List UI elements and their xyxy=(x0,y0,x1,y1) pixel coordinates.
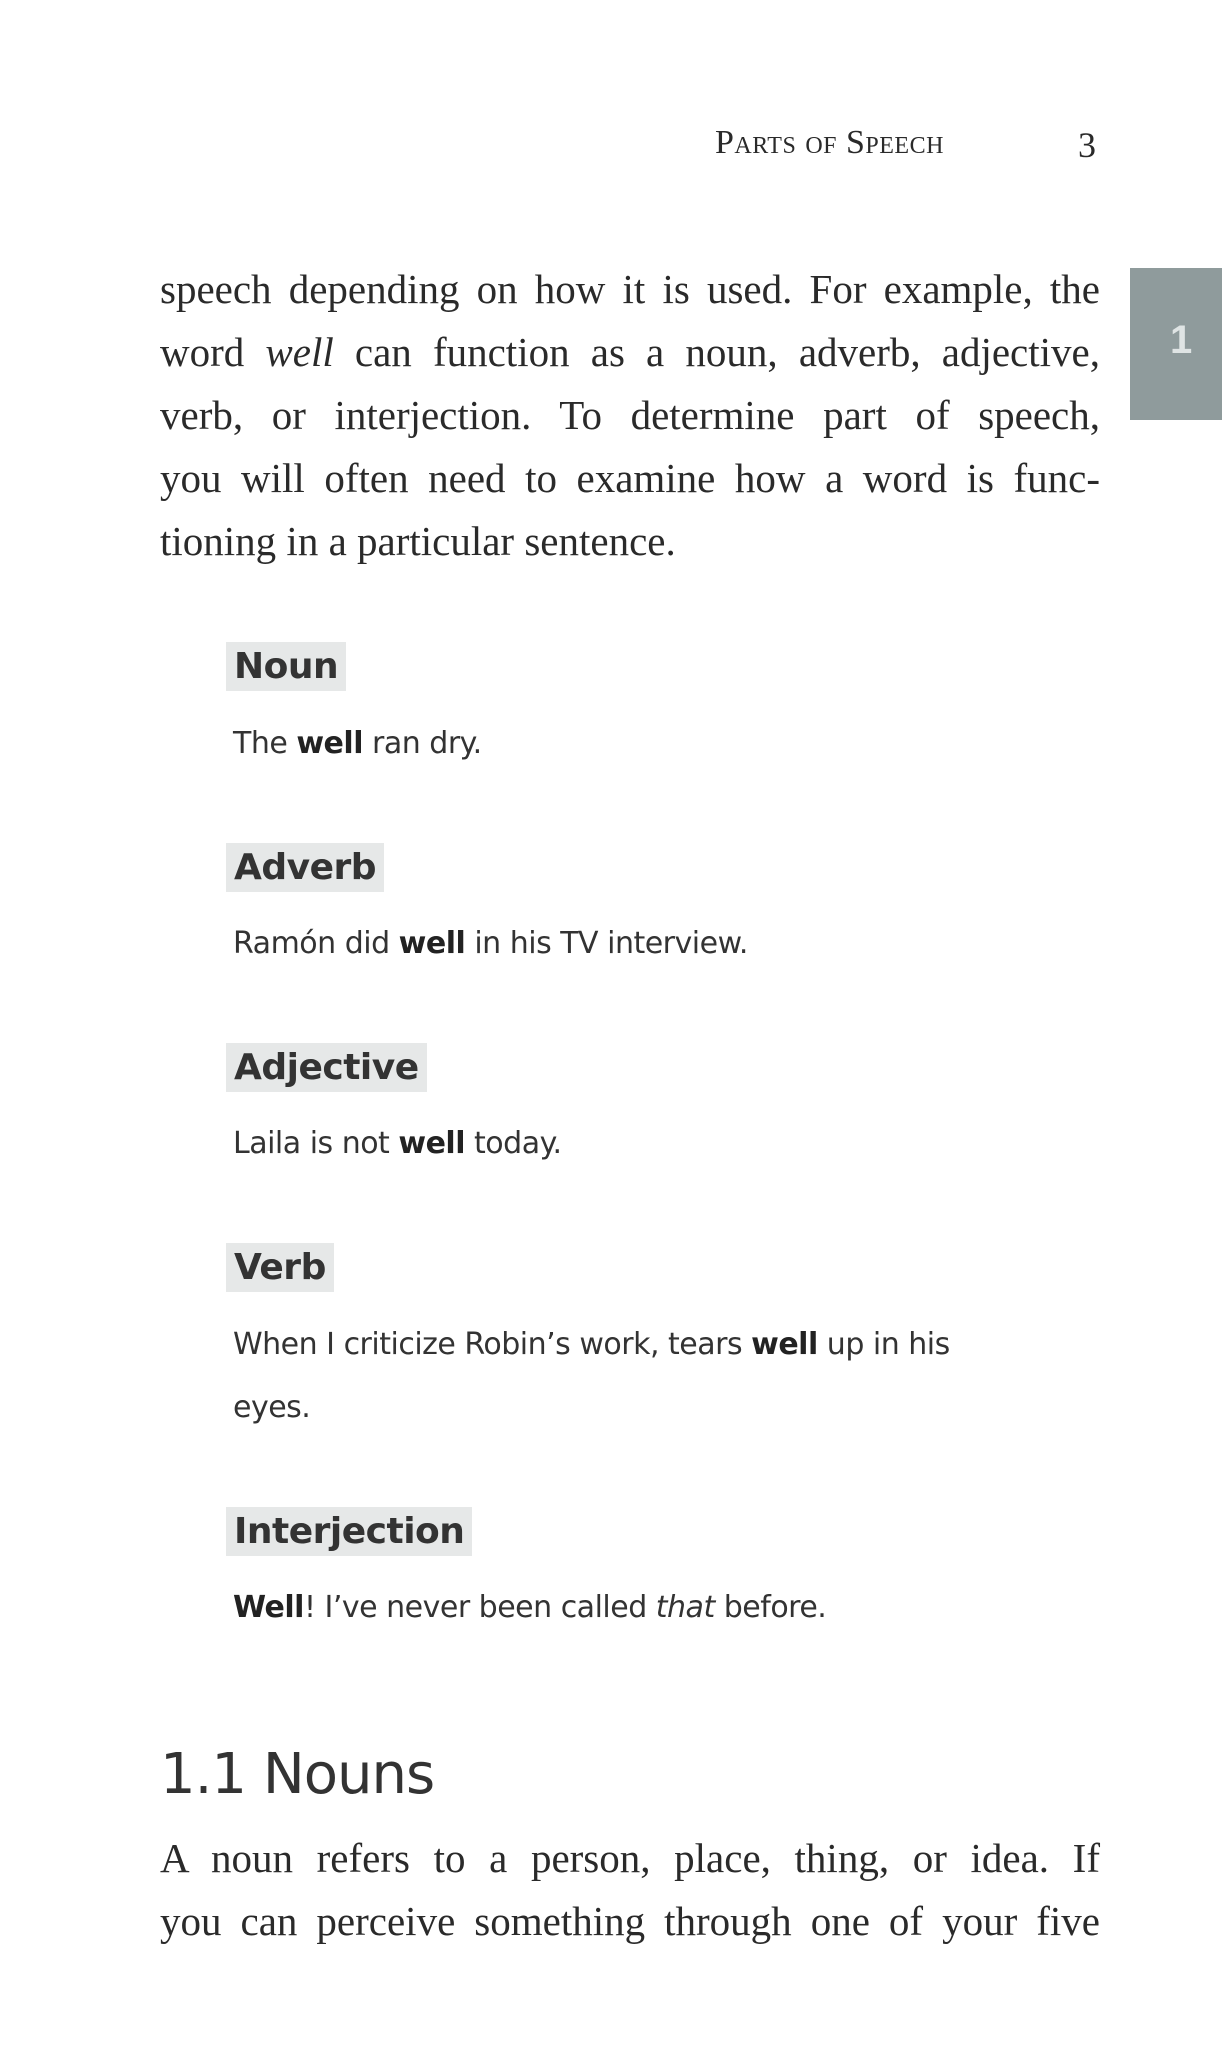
section-heading: 1.1 Nouns xyxy=(160,1742,435,1807)
example-sentence-noun: The well ran dry. xyxy=(233,726,482,761)
chapter-tab-label: 1 xyxy=(1170,318,1193,362)
example-sentence-verb: When I criticize Robin’s work, tears well up in his xyxy=(233,1327,950,1362)
chapter-tab xyxy=(1130,268,1222,420)
paragraph-line: A noun refers to a person, place, thing, or idea. If xyxy=(160,1835,1100,1881)
example-sentence-adverb: Ramón did well in his TV interview. xyxy=(233,926,748,961)
example-sentence-adjective: Laila is not well today. xyxy=(233,1126,562,1161)
example-label-noun: Noun xyxy=(226,642,346,691)
paragraph-line: you will often need to examine how a word is func- xyxy=(160,455,1100,501)
paragraph-line: tioning in a particular sentence. xyxy=(160,518,676,564)
running-head: Parts of Speech xyxy=(715,124,944,161)
page-number: 3 xyxy=(1078,125,1096,165)
example-sentence-verb-continued: eyes. xyxy=(233,1390,311,1425)
example-label-verb: Verb xyxy=(226,1243,334,1292)
emphasis-well: well xyxy=(265,329,334,375)
intro-paragraph xyxy=(160,258,1100,573)
example-label-adverb: Adverb xyxy=(226,843,384,892)
paragraph-line: word well can function as a noun, adverb, adjective, xyxy=(160,329,1100,375)
section-paragraph xyxy=(160,1827,1100,1953)
example-sentence-interjection: Well! I’ve never been called that before. xyxy=(233,1590,827,1625)
paragraph-line: you can perceive something through one of your five xyxy=(160,1898,1100,1944)
paragraph-line: verb, or interjection. To determine part of speech, xyxy=(160,392,1100,438)
example-label-adjective: Adjective xyxy=(226,1043,427,1092)
paragraph-line: speech depending on how it is used. For example, the xyxy=(160,266,1100,312)
example-label-interjection: Interjection xyxy=(226,1507,472,1556)
